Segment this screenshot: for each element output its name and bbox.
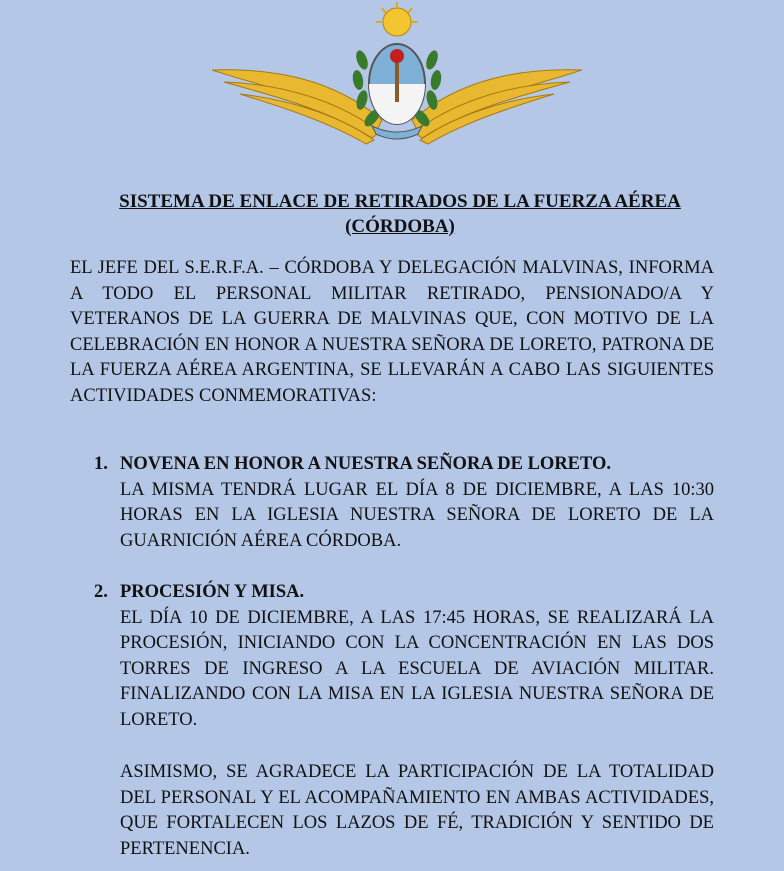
shield-icon xyxy=(369,44,425,124)
item-heading: NOVENA EN HONOR A NUESTRA SEÑORA DE LORETO. xyxy=(120,454,612,474)
sun-icon xyxy=(376,2,418,36)
item-number: 1. xyxy=(94,454,108,474)
list-item xyxy=(94,580,714,733)
item-body: LA MISMA TENDRÁ LUGAR EL DÍA 8 DE DICIEMBRE, A LAS 10:30 HORAS EN LA IGLESIA NUESTRA SEÑORA DE LORETO DE LA GUARNICIÓN AÉREA CÓRDOBA. xyxy=(120,479,714,551)
item-number: 2. xyxy=(94,582,108,602)
ribbon xyxy=(372,126,422,139)
list-item xyxy=(94,452,714,554)
item-heading: PROCESIÓN Y MISA. xyxy=(120,582,305,602)
item-body: EL DÍA 10 DE DICIEMBRE, A LAS 17:45 HORAS, SE REALIZARÁ LA PROCESIÓN, INICIANDO CON LA CONCENTRACIÓN EN LAS DOS TORRES DE INGRESO A LA ESCUELA DE AVIACIÓN MILITAR. FINALIZANDO CON LA MISA EN LA IGLESIA NUESTRA SEÑORA DE LORETO. xyxy=(120,607,714,730)
air-force-winged-emblem-icon xyxy=(212,0,582,160)
title-line-2: (CÓRDOBA) xyxy=(345,216,455,237)
intro-paragraph: EL JEFE DEL S.E.R.F.A. – CÓRDOBA Y DELEGACIÓN MALVINAS, INFORMA A TODO EL PERSONAL MILITAR RETIRADO, PENSIONADO/A Y VETERANOS DE LA GUERRA DE MALVINAS QUE, CON MOTIVO DE LA CELEBRACIÓN EN HONOR A NUESTRA SEÑORA DE LORETO, PATRONA DE LA FUERZA AÉREA ARGENTINA, SE LLEVARÁN A CABO LAS SIGUIENTES ACTIVIDADES CONMEMORATIVAS: xyxy=(70,258,714,406)
closing-paragraph: ASIMISMO, SE AGRADECE LA PARTICIPACIÓN DE LA TOTALIDAD DEL PERSONAL Y EL ACOMPAÑAMIENTO EN AMBAS ACTIVIDADES, QUE FORTALECEN LOS LAZOS DE FÉ, TRADICIÓN Y SENTIDO DE PERTENENCIA. xyxy=(120,762,714,859)
title-line-1: SISTEMA DE ENLACE DE RETIRADOS DE LA FUERZA AÉREA xyxy=(119,191,681,212)
document-title xyxy=(70,189,730,239)
